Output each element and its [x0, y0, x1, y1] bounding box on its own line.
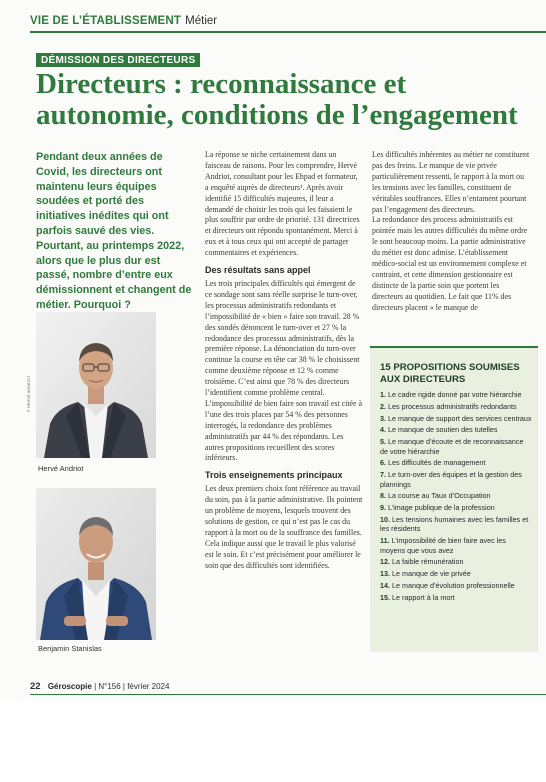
article-lede: Pendant deux années de Covid, les directeurs ont maintenu leurs équipes soudées et porté des initiatives inédites qui ont parfois sauvé des vies. Pourtant, au printemps 2022, alors que le plus dur est passé, nombre d’entre eux démissionnent et changent de métier. Pourquoi ?	[36, 151, 192, 311]
list-item: 1. Le cadre rigide donné par votre hiérarchie	[380, 390, 522, 399]
propositions-box	[370, 346, 538, 652]
paragraph: Les difficultés inhérentes au métier ne constituent pas des freins. Le manque de vie privée particulièrement ressenti, le rapport à la mort ou les tensions avec les familles, constituent de véritables souffrances. Elles n’entament pourtant pas l’engagement des directeurs.	[372, 150, 530, 214]
propositions-list	[380, 390, 532, 605]
list-item: 2. Les processus administratifs redondants	[380, 401, 517, 411]
list-item: 15. Le rapport à la mort	[380, 592, 455, 602]
portrait-image	[36, 312, 156, 458]
list-item: 7. Le turn-over des équipes et la gestion des plannings	[380, 470, 522, 489]
footer-divider	[30, 694, 546, 695]
photo-credit: © HERVÉ ANDRIOT	[27, 375, 31, 412]
issue-info: | N°156 | février 2024	[94, 682, 170, 691]
paragraph: Les trois principales difficultés qui émergent de ce sondage sont sans réelle surprise le turn-over, les processus administratifs redondants et l’impossibilité de « bien » faire son travail. 28 % des sondés dénoncent le turn-over et 27 % la redondance des processus administratifs, dès la première réponse. La dénonciation du turn-over continue la course en tête car 38 % le choisissent comme deuxième réponse et 12 % comme troisième. C’est ainsi que 78 % des directeurs l’identifient comme problème central. L’impossibilité de bien faire son travail est citée à l’une des trois places par 54 % des personnes interrogés, la redondance des problèmes administratifs par 44 % des répondants. Les autres propositions recueillent des scores inférieurs.	[205, 278, 363, 463]
subheading: Trois enseignements principaux	[205, 470, 343, 481]
list-item: 12. La faible rémunération	[380, 557, 464, 567]
subsection-name: Métier	[185, 15, 218, 27]
box-title: 15 PROPOSITIONS SOUMISES AUX DIRECTEURS	[380, 362, 520, 385]
portrait-photo-herve-andriot	[36, 312, 156, 458]
list-item: 5. Le manque d’écoute et de reconnaissance de votre hiérarchie	[380, 437, 524, 456]
article-column-2	[205, 150, 363, 572]
portrait-photo-benjamin-stanislas	[36, 488, 156, 640]
header-divider	[30, 31, 546, 33]
portrait-image	[36, 488, 156, 640]
list-item: 10. Les tensions humaines avec les familles et les résidents	[380, 514, 529, 534]
page-footer	[30, 681, 169, 692]
section-name: VIE DE L’ÉTABLISSEMENT	[30, 15, 182, 27]
list-item: 6. Les difficultés de management	[380, 458, 486, 468]
photo-caption: Benjamin Stanislas	[38, 644, 102, 653]
list-item: 13. Le manque de vie privée	[380, 569, 471, 579]
page-margin	[0, 700, 546, 782]
list-item: 3. Le manque de support des services centraux	[380, 413, 532, 423]
paragraph: La réponse se niche certainement dans un faisceau de raisons. Pour les comprendre, Hervé Andriot, consultant pour les Ehpad et formateur, a enquêté auprès de directeurs¹. Après avoir identifié 15 difficultés majeures, il leur a demandé de choisir les trois qui les faisaient le plus souffrir par ordre de priorité. 131 directrices et directeurs ont répondu spontanément. Merci à eux et à tous ceux qui ont accepté de partager commentaires et expériences.	[205, 150, 360, 258]
article-title: Directeurs : reconnaissance et autonomie, conditions de l’engagement	[36, 68, 518, 131]
list-item: 9. L’image publique de la profession	[380, 503, 495, 513]
list-item: 4. Le manque de soutien des tutelles	[380, 425, 498, 435]
paragraph: Les deux premiers choix font référence au travail du soin, pas à la partie administrative. Ils pointent un problème de moyens, lesquels trouvent des solutions de gestion, ce qui n’est pas le cas du rapport à la mort ou de la souffrance des familles. Cela indique aussi que le travail le plus valorisé est le soin. Et c’est précisément pour améliorer le soin que des difficultés sont identifiées.	[205, 484, 363, 570]
list-item: 8. La course au Taux d’Occupation	[380, 491, 491, 501]
subheading: Des résultats sans appel	[205, 265, 311, 276]
section-header	[30, 11, 546, 33]
magazine-name: Géroscopie	[47, 682, 92, 691]
article-kicker: DÉMISSION DES DIRECTEURS	[36, 53, 200, 67]
list-item: 11. L’impossibilité de bien faire avec les moyens que vous avez	[380, 536, 506, 555]
page-number: 22	[30, 681, 41, 692]
photo-caption: Hervé Andriot	[38, 464, 84, 473]
article-column-3	[372, 150, 532, 314]
paragraph: La redondance des process administratifs est pointée mais les autres difficultés du même ordre le sont beaucoup moins. La partie administrative du métier est donc admise. L’établissement médico-social est un environnement complexe et contraint, et cette dimension gestionnaire est distincte de la partie soin que portent les directeurs au quotidien. Le fait que 11% des directeurs placent « le manque de	[372, 215, 528, 312]
list-item: 14. Le manque d’évolution professionnelle	[380, 580, 515, 590]
